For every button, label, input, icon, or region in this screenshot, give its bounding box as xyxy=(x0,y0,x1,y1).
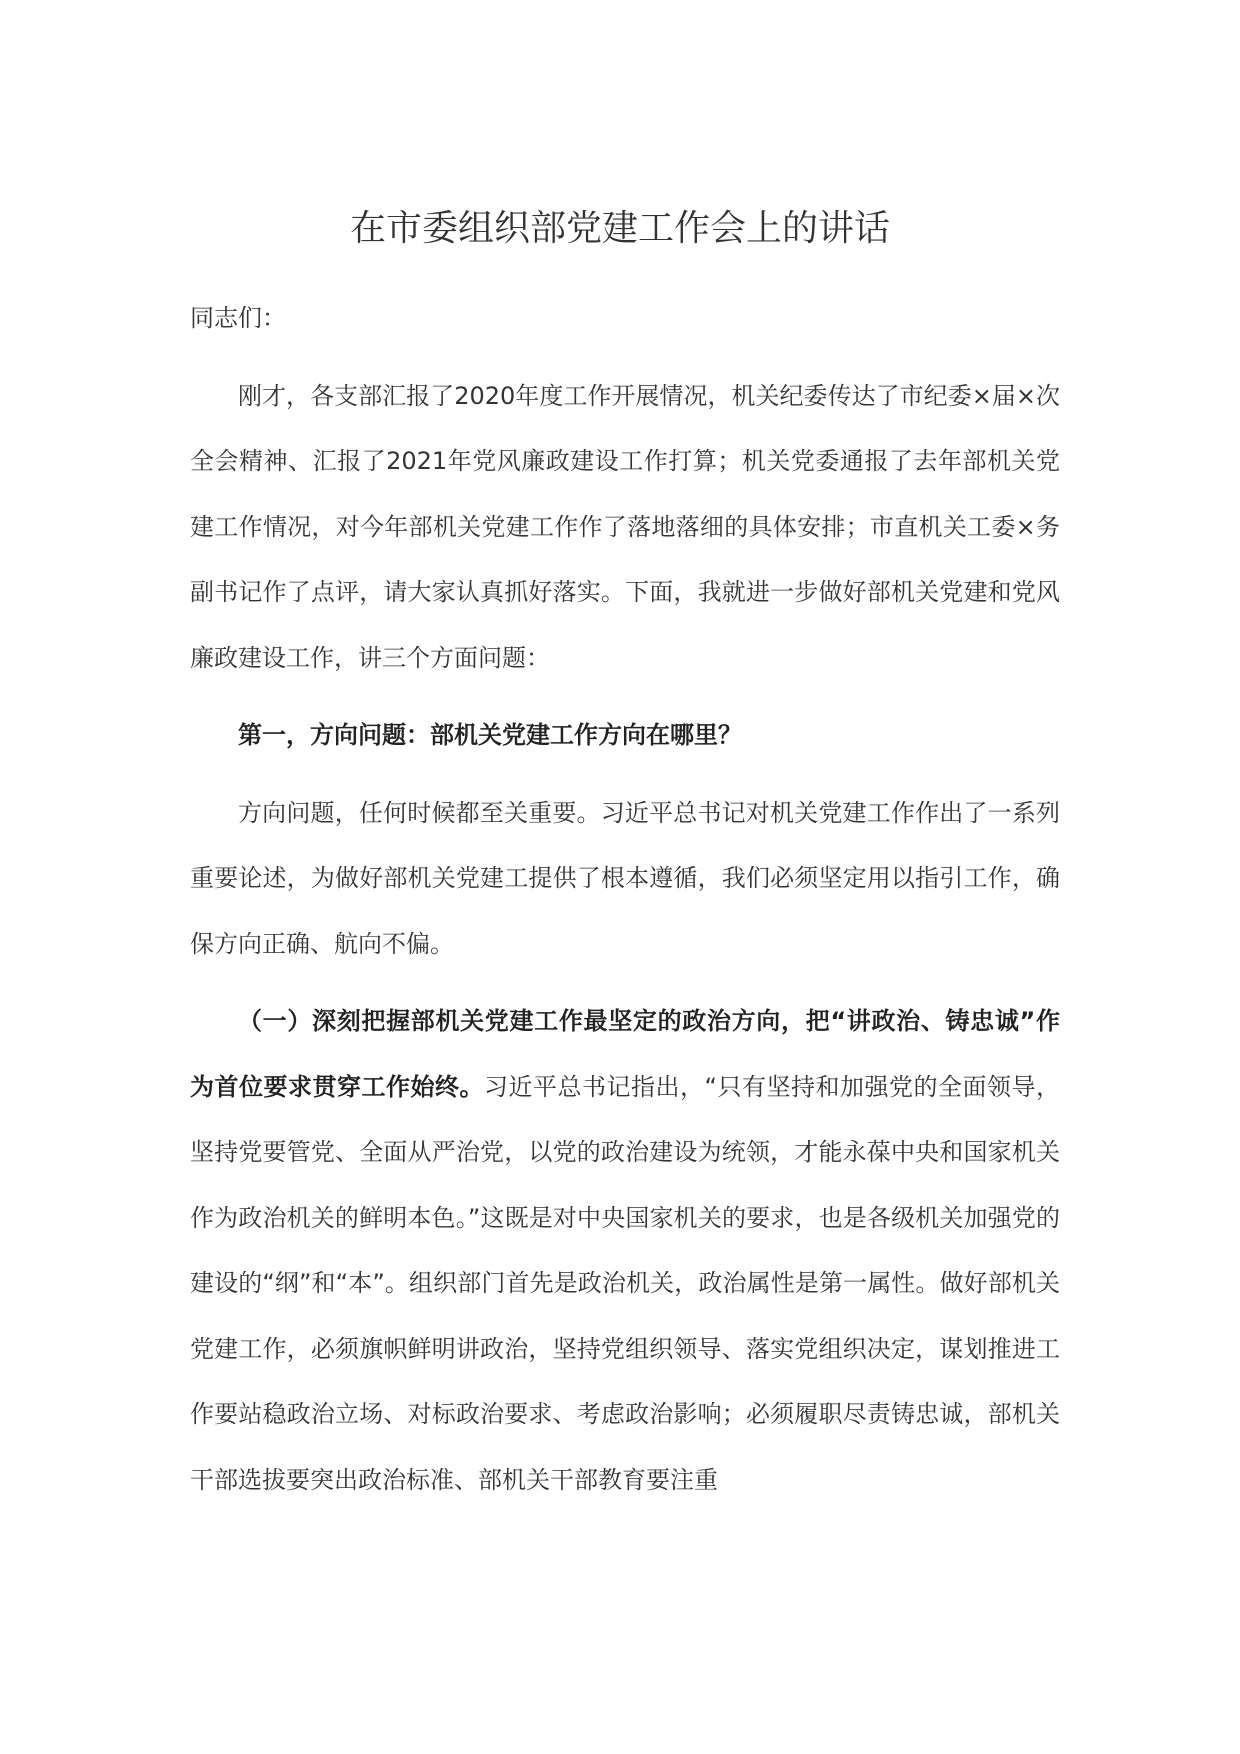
document-title: 在市委组织部党建工作会上的讲话 xyxy=(349,208,890,249)
paragraph-political-direction xyxy=(190,989,1060,1513)
subsection-heading-1: （一）深刻把握部机关党建工作最坚定的政治方向，把“讲政治、铸忠诚”作为首位要求贯穿工作始终。 xyxy=(190,1007,1060,1101)
paragraph-intro: 刚才，各支部汇报了2020年度工作开展情况，机关纪委传达了市纪委×届×次全会精神、汇报了2021年党风廉政建设工作打算；机关党委通报了去年部机关党建工作情况，对今年部机关党建工作作了落地落细的具体安排；市直机关工委×务副书记作了点评，请大家认真抓好落实。下面，我就进一步做好部机关党建和党风廉政建设工作，讲三个方面问题： xyxy=(190,381,1060,672)
document-body xyxy=(190,286,1060,1513)
section-heading-1: 第一，方向问题：部机关党建工作方向在哪里？ xyxy=(238,721,742,749)
salutation: 同志们： xyxy=(190,304,286,332)
paragraph-direction: 方向问题，任何时候都至关重要。习近平总书记对机关党建工作作出了一系列重要论述，为做好部机关党建工提供了根本遵循，我们必须坚定用以指引工作，确保方向正确、航向不偏。 xyxy=(190,798,1060,958)
subsection-text-1: 习近平总书记指出，“只有坚持和加强党的全面领导，坚持党要管党、全面从严治党，以党的政治建设为统领，才能永葆中央和国家机关作为政治机关的鲜明本色。”这既是对中央国家机关的要求，也是各级机关加强党的建设的“纲”和“本”。组织部门首先是政治机关，政治属性是第一属性。做好部机关党建工作，必须旗帜鲜明讲政治，坚持党组织领导、落实党组织决定，谋划推进工作要站稳政治立场、对标政治要求、考虑政治影响；必须履职尽责铸忠诚，部机关干部选拔要突出政治标准、部机关干部教育要注重 xyxy=(190,1072,1061,1494)
